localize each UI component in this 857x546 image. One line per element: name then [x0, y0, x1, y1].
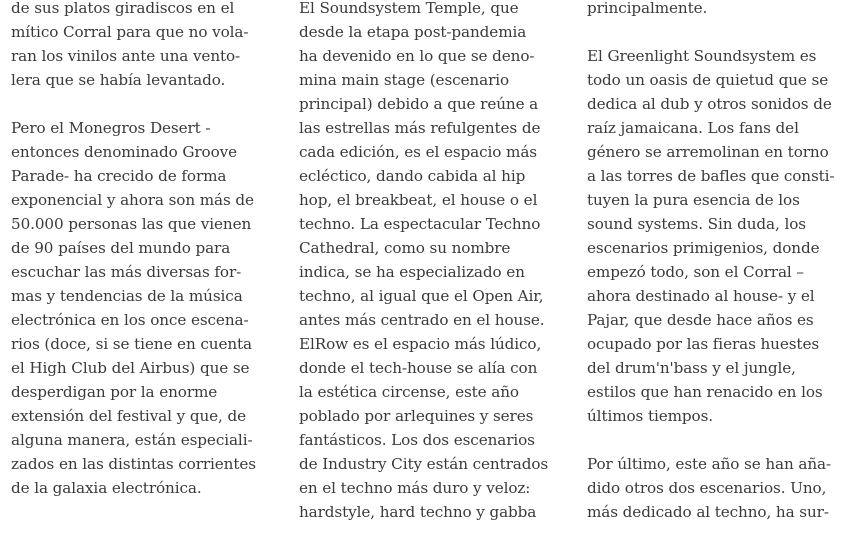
text-line: del drum'n'bass y el jungle,: [587, 359, 796, 377]
text-line: en el techno más duro y veloz:: [299, 479, 531, 497]
text-line: mina main stage (escenario: [299, 71, 510, 89]
text-line: 50.000 personas las que vienen: [11, 215, 252, 233]
text-line: mítico Corral para que no vola-: [11, 23, 249, 41]
text-line: exponencial y ahora son más de: [11, 191, 254, 209]
text-line: Cathedral, como su nombre: [299, 239, 511, 257]
text-line: antes más centrado en el house.: [299, 311, 545, 329]
text-line: de 90 países del mundo para: [11, 239, 231, 257]
text-line: todo un oasis de quietud que se: [587, 71, 829, 89]
text-line: más dedicado al techno, ha sur-: [587, 503, 829, 521]
text-line: el High Club del Airbus) que se: [11, 359, 250, 377]
text-line: dido otros dos escenarios. Uno,: [587, 479, 827, 497]
text-line: Pajar, que desde hace años es: [587, 311, 814, 329]
text-line: empezó todo, son el Corral –: [587, 263, 804, 281]
text-column-3: [587, 0, 849, 524]
paragraph-gap: [587, 20, 849, 44]
text-line: a las torres de bafles que consti-: [587, 167, 835, 185]
text-line: estilos que han renacido en los: [587, 383, 823, 401]
text-line: las estrellas más refulgentes de: [299, 119, 541, 137]
text-line: dedica al dub y otros sonidos de: [587, 95, 832, 113]
text-line: de la galaxia electrónica.: [11, 479, 202, 497]
text-line: principal) debido a que reúne a: [299, 95, 539, 113]
paragraph: [299, 0, 561, 524]
text-line: sound systems. Sin duda, los: [587, 215, 806, 233]
text-line: entonces denominado Groove: [11, 143, 237, 161]
text-column-1: [11, 0, 273, 500]
text-line: ecléctico, dando cabida al hip: [299, 167, 526, 185]
text-line: Por último, este año se han aña-: [587, 455, 832, 473]
text-line: desperdigan por la enorme: [11, 383, 218, 401]
paragraph: [587, 452, 849, 524]
text-line: de sus platos giradiscos en el: [11, 0, 235, 17]
text-line: alguna manera, están especiali-: [11, 431, 253, 449]
text-line: poblado por arlequines y seres: [299, 407, 534, 425]
text-line: hop, el breakbeat, el house o el: [299, 191, 538, 209]
text-line: techno. La espectacular Techno: [299, 215, 541, 233]
text-line: El Greenlight Soundsystem es: [587, 47, 817, 65]
text-line: indica, se ha especializado en: [299, 263, 525, 281]
text-line: la estética circense, este año: [299, 383, 519, 401]
paragraph-gap: [587, 428, 849, 452]
text-line: ElRow es el espacio más lúdico,: [299, 335, 542, 353]
text-line: escenarios primigenios, donde: [587, 239, 820, 257]
text-line: rios (doce, si se tiene en cuenta: [11, 335, 252, 353]
text-line: El Soundsystem Temple, que: [299, 0, 519, 17]
text-line: hardstyle, hard techno y gabba: [299, 503, 537, 521]
text-line: electrónica en los once escena-: [11, 311, 249, 329]
text-line: Parade- ha crecido de forma: [11, 167, 227, 185]
text-line: lera que se había levantado.: [11, 71, 226, 89]
text-line: género se arremolinan en torno: [587, 143, 829, 161]
text-line: mas y tendencias de la música: [11, 287, 243, 305]
text-line: ocupado por las fieras huestes: [587, 335, 820, 353]
text-line: zados en las distintas corrientes: [11, 455, 256, 473]
text-line: ha devenido en lo que se deno-: [299, 47, 535, 65]
text-line: escuchar las más diversas for-: [11, 263, 242, 281]
text-line: tuyen la pura esencia de los: [587, 191, 800, 209]
text-line: donde el tech-house se alía con: [299, 359, 538, 377]
text-line: extensión del festival y que, de: [11, 407, 246, 425]
text-line: ran los vinilos ante una vento-: [11, 47, 241, 65]
text-line: ahora destinado al house- y el: [587, 287, 815, 305]
text-line: últimos tiempos.: [587, 407, 714, 425]
text-line: raíz jamaicana. Los fans del: [587, 119, 799, 137]
paragraph: [587, 0, 849, 20]
text-line: fantásticos. Los dos escenarios: [299, 431, 535, 449]
text-line: cada edición, es el espacio más: [299, 143, 538, 161]
text-line: Pero el Monegros Desert -: [11, 119, 211, 137]
text-line: techno, al igual que el Open Air,: [299, 287, 544, 305]
paragraph: [11, 0, 273, 92]
text-line: de Industry City están centrados: [299, 455, 549, 473]
text-column-2: [299, 0, 561, 524]
paragraph: [11, 116, 273, 500]
text-line: desde la etapa post-pandemia: [299, 23, 527, 41]
paragraph: [587, 44, 849, 428]
paragraph-gap: [11, 92, 273, 116]
text-line: principalmente.: [587, 0, 708, 17]
